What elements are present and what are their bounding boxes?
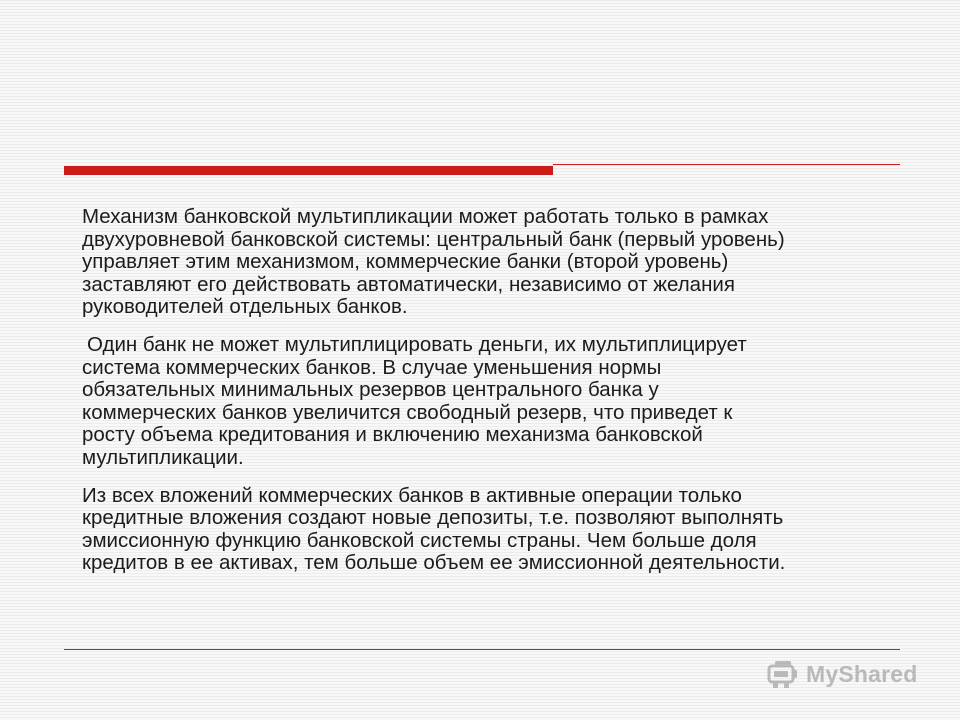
paragraph-2: Один банк не может мультиплицировать деньги, их мультиплицирует система коммерческих банков. В случае уменьшения нормы обязательных минимальных резервов центрального банка у коммерческих банков увеличится свободный резерв, что приведет к росту объема кредитования и включению механизма банковской мультипликации. <box>82 332 747 469</box>
watermark <box>766 656 918 692</box>
myshared-logo-icon <box>766 657 800 691</box>
watermark-text: MyShared <box>806 660 918 687</box>
paragraph-1: Механизм банковской мультипликации может работать только в рамках двухуровневой банковской системы: центральный банк (первый уровень) управляет этим механизмом, коммерческие банки (второй уровень) заставляют его действовать автоматически, независимо от желания руководителей отдельных банков. <box>82 205 785 319</box>
top-accent-line <box>553 164 900 165</box>
paragraph-3: Из всех вложений коммерческих банков в активные операции только кредитные вложения создают новые депозиты, т.е. позволяют выполнять эмиссионную функцию банковской системы страны. Чем больше доля кредитов в ее активах, тем больше объем ее эмиссионной деятельности. <box>82 483 786 575</box>
top-accent-bar <box>64 166 553 175</box>
slide-body <box>82 206 912 590</box>
bottom-accent-line <box>64 649 900 650</box>
